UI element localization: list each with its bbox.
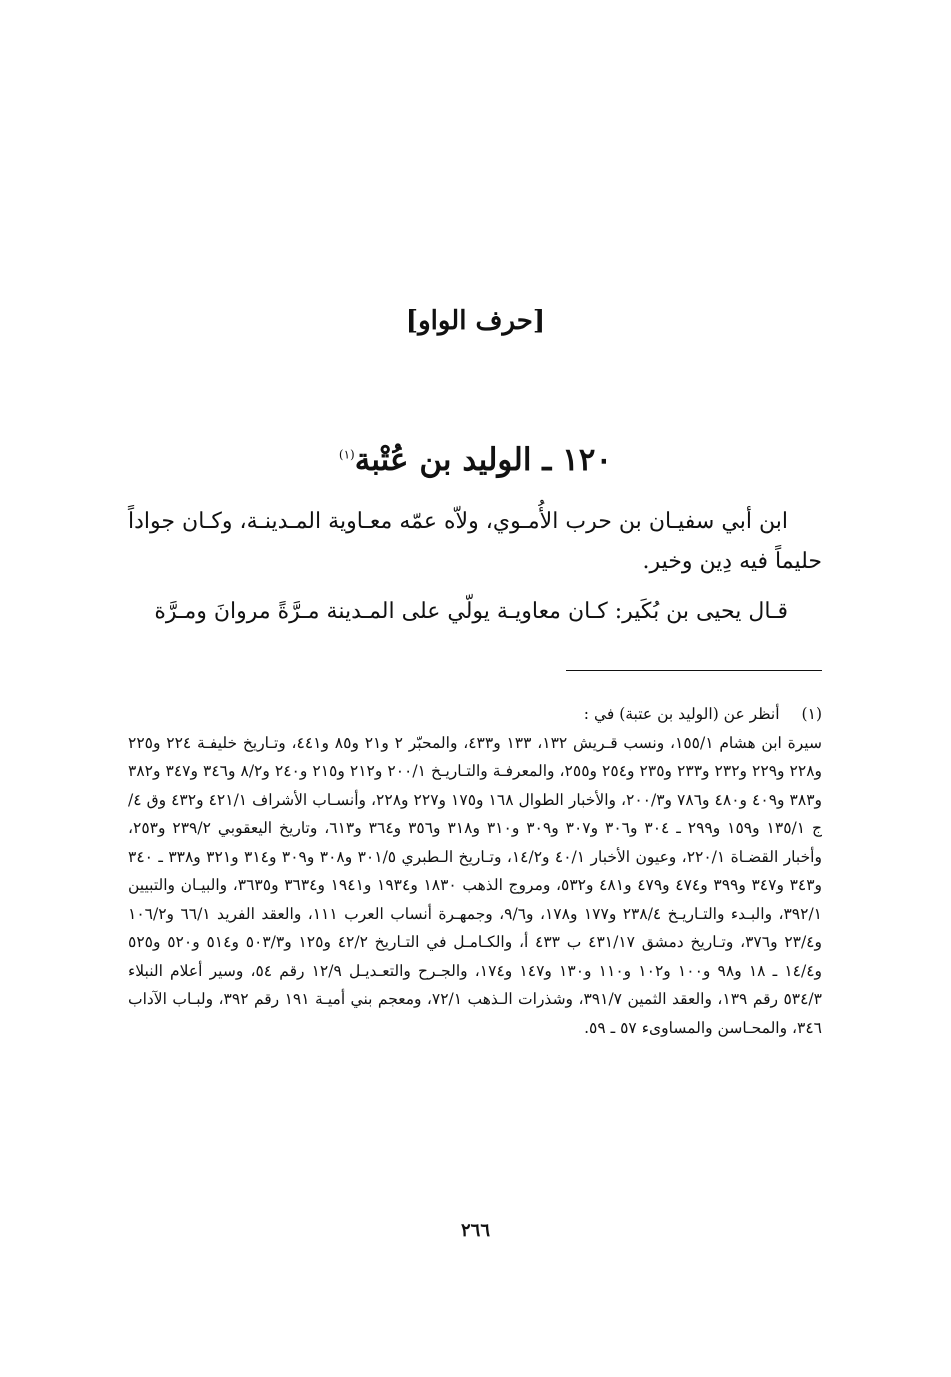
footnote-marker: (١) [801, 705, 822, 723]
entry-paragraph: قـال يحيى بن بُكَير: كـان معاويـة يولّي على المـدينة مـرَّةً مروانَ ومـرَّة [154, 599, 788, 624]
entry-title-text: ١٢٠ ـ الوليد بن عُتْبة [354, 442, 613, 478]
entry-body [128, 502, 822, 642]
section-heading: [حرف الواو] [405, 306, 546, 336]
footnote-intro: أنظر عن (الوليد بن عتبة) في : [583, 705, 780, 723]
entry-title [0, 442, 951, 478]
footnote-intro-line [128, 700, 822, 729]
page-number: ٢٦٦ [460, 1220, 490, 1241]
footnote [128, 700, 822, 1042]
footnote-reference: (١) [338, 447, 355, 462]
entry-paragraph: ابن أبي سفيـان بن حرب الأُمـوي، ولاّه عمّه معـاوية المـدينـة، وكـان جواداً حليماً فيه دِين وخير. [128, 509, 822, 574]
footnote-text: سيرة ابن هشام ١٥٥/١، ونسب قـريش ١٣٢، ١٣٣ و٤٣٣، والمحبّر ٢ و٢١ و٨٥ و٤٤١، وتـاريخ خليفـة ٢٢٤ و٢٢٥ و٢٢٨ و٢٢٩ و٢٣٢ و٢٣٣ و٢٣٥ و٢٥٤ و٢٥٥، والمعرفـة والتـاريـخ ٢٠٠/١ و٢١٢ و٢١٥ و٢٤٠ و٨/٢ و٣٤٦ و٣٤٧ و٣٨٢ و٣٨٣ و٤٠٩ و٤٨٠ و٧٨٦ و٢٠٠/٣، والأخبار الطوال ١٦٨ و١٧٥ و٢٢٧ و٢٢٨، وأنسـاب الأشراف ٤٢١/١ و٤٣٢ وق ٤/ ج ١٣٥/١ و١٥٩ و٢٩٩ ـ ٣٠٤ و٣٠٦ و٣٠٧ و٣٠٩ و٣١٠ و٣١٨ و٣٥٦ و٣٦٤ و٦١٣، وتاريخ اليعقوبي ٢٣٩/٢ و٢٥٣، وأخبار القضـاة ٢٢٠/١، وعيون الأخبار ٤٠/١ و١٤/٢، وتـاريخ الـطبري ٣٠١/٥ و٣٠٨ و٣٠٩ و٣١٤ و٣٢١ و٣٣٨ ـ ٣٤٠ و٣٤٣ و٣٤٧ و٣٩٩ و٤٧٤ و٤٧٩ و٤٨١ و٥٣٢، ومروج الذهب ١٨٣٠ و١٩٣٤ و١٩٤١ و٣٦٣٤ و٣٦٣٥، والبيـان والتبيين ٣٩٢/١، والبـدء والتـاريـخ ٢٣٨/٤ و١٧٧ و١٧٨، و٩/٦، وجمهـرة أنساب العرب ١١١، والعقد الفريد ٦٦/١ و١٠٦/٢ و٢٣/٤ و٣٧٦، وتـاريخ دمشق ٤٣١/١٧ ب ٤٣٣ أ، والكـامـل في التـاريخ ٤٢/٢ و١٢٥ و٥٠٣/٣ و٥١٤ و٥٢٠ و٥٢٥ و١٤/٤ ـ ١٨ و٩٨ و١٠٠ و١٠٢ و١١٠ و١٣٠ و١٤٧ و١٧٤، والجـرح والتعـديـل ١٢/٩ رقم ٥٤، وسير أعلام النبلاء ٥٣٤/٣ رقم ١٣٩، والعقد الثمين ٣٩١/٧، وشذرات الـذهب ٧٢/١، ومعجم بني أميـة ١٩١ رقم ٣٩٢، ولبـاب الآداب ٣٤٦، والمحـاسن والمساوىء ٥٧ ـ ٥٩. [128, 733, 823, 1037]
footnote-divider [566, 670, 822, 671]
